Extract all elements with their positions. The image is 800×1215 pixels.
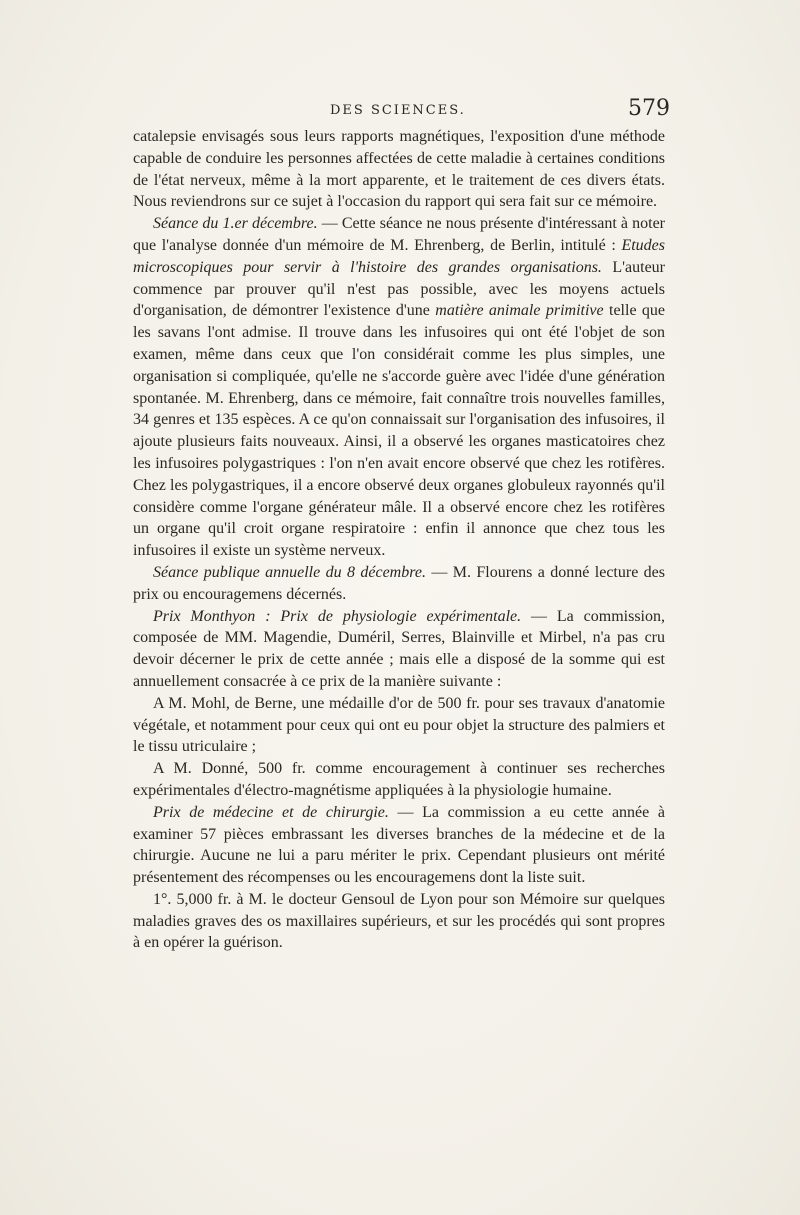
session-label: Séance du 1.er décembre. (153, 215, 318, 233)
body-text (133, 126, 665, 954)
page-number: 579 (628, 96, 670, 121)
paragraph-seance-publique (133, 562, 665, 606)
paragraph-seance-1-decembre (133, 213, 665, 562)
term: matière animale primitive (435, 302, 604, 320)
paragraph-text: L'auteur commence par prouver qu'il n'est pas possible, avec les moyens actuels d'organisation, de démontrer l'existence d'une (133, 258, 665, 320)
prize-label: Prix de médecine et de chirurgie. (153, 803, 389, 821)
paragraph-text: — La commission a eu cette année à examiner 57 pièces embrassant les diverses branches de la médecine et de la chirurgie. Aucune ne lui a paru mériter le prix. Cependant plusieurs ont mérité présentement des récompenses ou les encouragemens dont la liste suit. (133, 803, 665, 887)
paragraph-donne: A M. Donné, 500 fr. comme encouragement à continuer ses recherches expérimentales d'électro-magnétisme appliquées à la physiologie humaine. (133, 760, 665, 799)
running-head: DES SCIENCES. (330, 103, 466, 118)
session-label: Séance publique annuelle du 8 décembre. (153, 563, 426, 581)
paragraph-text: — M. Flourens a donné lecture des prix ou encouragemens décernés. (133, 563, 666, 603)
memoir-title: Etudes microscopiques pour servir à l'histoire des grandes organisations. (133, 236, 665, 276)
paragraph-mohl: A M. Mohl, de Berne, une médaille d'or de 500 fr. pour ses travaux d'anatomie végétale, et notamment pour ceux qui ont eu pour objet la structure des palmiers et le tissu utriculaire ; (133, 694, 665, 756)
paragraph-text: — La commission, composée de MM. Magendie, Duméril, Serres, Blainville et Mirbel, n'a pas cru devoir décerner le prix de cette année ; mais elle a disposé de la somme qui est annuellement consacrée à ce prix de la manière suivante : (133, 607, 665, 690)
page-header (130, 96, 670, 128)
paragraph-prix-medecine (133, 802, 665, 889)
prize-label: Prix Monthyon : Prix de physiologie expérimentale. (153, 607, 522, 625)
paragraph-gensoul: 1°. 5,000 fr. à M. le docteur Gensoul de Lyon pour son Mémoire sur quelques maladies graves des os maxillaires supérieurs, et sur les procédés qui sont propres à en opérer la guérison. (133, 890, 665, 952)
paragraph-text: — Cette séance ne nous présente d'intéressant à noter que l'analyse donnée d'un mémoire de M. Ehrenberg, de Berlin, intitulé : (133, 215, 665, 254)
paragraph-prix-monthyon (133, 606, 665, 693)
paragraph-catalepsie: catalepsie envisagés sous leurs rapports magnétiques, l'exposition d'une méthode capable de conduire les personnes affectées de cette maladie à certaines conditions de l'état nerveux, même à la mort apparente, et le traitement de ces divers états. Nous reviendrons sur ce sujet à l'occasion du rapport qui sera fait sur ce mémoire. (133, 128, 665, 211)
paragraph-text: telle que les savans l'ont admise. Il trouve dans les infusoires qui ont été l'objet de son examen, même dans ceux que l'on considérait comme les plus simples, une organisation si compliquée, qu'elle ne s'accorde guère avec l'idée d'une génération spontanée. M. Ehrenberg, dans ce mémoire, fait connaître trois nouvelles familles, 34 genres et 135 espèces. A ce qu'on connaissait sur l'organisation des infusoires, il ajoute plusieurs faits nouveaux. Ainsi, il a observé les organes masticatoires chez les infusoires polygastriques : l'on n'en avait encore observé que chez les rotifères. Chez les polygastriques, il a encore observé deux organes globuleux rayonnés qu'il considère comme l'organe générateur mâle. Il a observé encore chez les rotifères un organe qu'il croit organe respiratoire : enfin il annonce que chez tous les infusoires il existe un système nerveux. (133, 302, 666, 560)
